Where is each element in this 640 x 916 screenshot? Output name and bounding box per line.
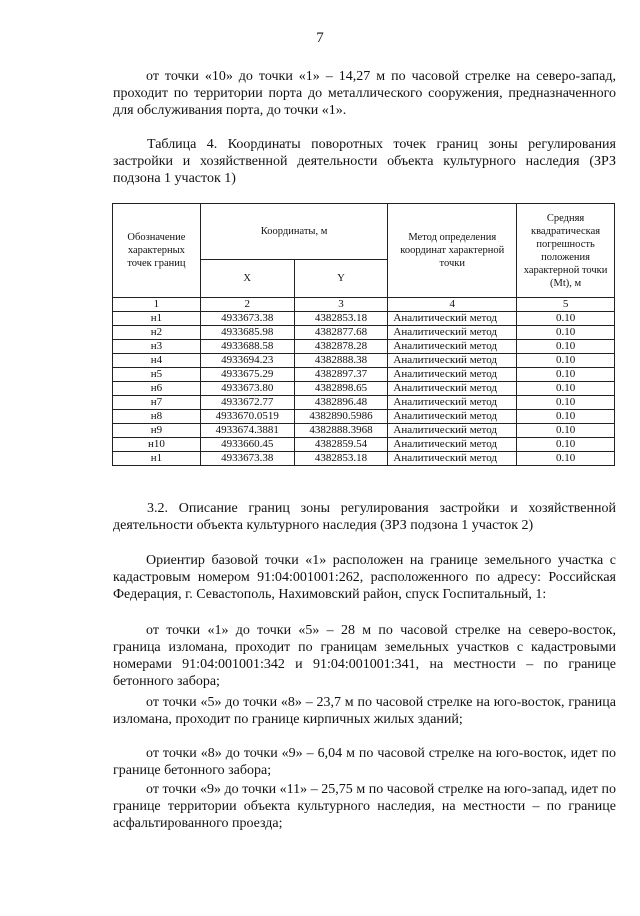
point-cell: н8	[113, 410, 201, 424]
point-cell: н4	[113, 354, 201, 368]
intro-paragraph: от точки «10» до точки «1» – 14,27 м по часовой стрелке на северо-запад, проходит по территории порта до металлического сооружения, предназначенного для обслуживания порта, до точки «1».	[113, 69, 616, 118]
method-cell: Аналитический метод	[388, 326, 517, 340]
table-row	[113, 424, 615, 438]
error-cell: 0.10	[517, 368, 615, 382]
x-cell: 4933688.58	[200, 340, 294, 354]
section-title: 3.2. Описание границ зоны регулирования застройки и хозяйственной деятельности объекта культурного наследия (ЗРЗ подзона 1 участок 2)	[113, 501, 616, 533]
error-cell: 0.10	[517, 354, 615, 368]
paragraph: от точки «9» до точки «11» – 25,75 м по часовой стрелке на юго-запад, идет по границе территории объекта культурного наследия, на местности – по границе асфальтированного проезда;	[113, 782, 616, 831]
header-coords: Координаты, м	[200, 204, 388, 260]
method-cell: Аналитический метод	[388, 340, 517, 354]
table-row	[113, 396, 615, 410]
header-point: Обозначение характерных точек границ	[113, 204, 201, 298]
col-number: 3	[294, 298, 388, 312]
x-cell: 4933673.38	[200, 452, 294, 466]
y-cell: 4382878.28	[294, 340, 388, 354]
method-cell: Аналитический метод	[388, 410, 517, 424]
method-cell: Аналитический метод	[388, 368, 517, 382]
x-cell: 4933694.23	[200, 354, 294, 368]
y-cell: 4382888.38	[294, 354, 388, 368]
table-row	[113, 340, 615, 354]
y-cell: 4382877.68	[294, 326, 388, 340]
paragraph: от точки «1» до точки «5» – 28 м по часовой стрелке на северо-восток, граница изломана, проходит по границам земельных участков с кадастровыми номерами 91:04:001001:342 и 91:04:001001:341, на местности – по границе бетонного забора;	[113, 623, 616, 689]
y-cell: 4382890.5986	[294, 410, 388, 424]
col-number: 4	[388, 298, 517, 312]
error-cell: 0.10	[517, 312, 615, 326]
point-cell: н5	[113, 368, 201, 382]
method-cell: Аналитический метод	[388, 424, 517, 438]
paragraph: Ориентир базовой точки «1» расположен на границе земельного участка с кадастровым номером 91:04:001001:262, расположенного по адресу: Российская Федерация, г. Севастополь, Нахимовский район, спуск Госпитальный, 1:	[113, 553, 616, 602]
table-row	[113, 354, 615, 368]
page-number: 7	[316, 30, 324, 46]
point-cell: н10	[113, 438, 201, 452]
error-cell: 0.10	[517, 438, 615, 452]
point-cell: н2	[113, 326, 201, 340]
x-cell: 4933675.29	[200, 368, 294, 382]
y-cell: 4382853.18	[294, 452, 388, 466]
table-row	[113, 312, 615, 326]
header-error: Средняя квадратическая погрешность положения характерной точки (Mt), м	[517, 204, 615, 298]
x-cell: 4933673.80	[200, 382, 294, 396]
point-cell: н6	[113, 382, 201, 396]
x-cell: 4933670.0519	[200, 410, 294, 424]
method-cell: Аналитический метод	[388, 396, 517, 410]
y-cell: 4382898.65	[294, 382, 388, 396]
col-number: 2	[200, 298, 294, 312]
y-cell: 4382853.18	[294, 312, 388, 326]
error-cell: 0.10	[517, 396, 615, 410]
paragraph: от точки «8» до точки «9» – 6,04 м по часовой стрелке на юго-восток, идет по границе бетонного забора;	[113, 746, 616, 778]
table-caption: Таблица 4. Координаты поворотных точек границ зоны регулирования застройки и хозяйственной деятельности объекта культурного наследия (ЗРЗ подзона 1 участок 1)	[113, 137, 616, 186]
y-cell: 4382888.3968	[294, 424, 388, 438]
x-cell: 4933660.45	[200, 438, 294, 452]
x-cell: 4933672.77	[200, 396, 294, 410]
table-row	[113, 382, 615, 396]
table-row	[113, 438, 615, 452]
method-cell: Аналитический метод	[388, 354, 517, 368]
paragraph: от точки «5» до точки «8» – 23,7 м по часовой стрелке на юго-восток, граница изломана, проходит по границе кирпичных жилых зданий;	[113, 695, 616, 727]
method-cell: Аналитический метод	[388, 452, 517, 466]
point-cell: н1	[113, 452, 201, 466]
x-cell: 4933673.38	[200, 312, 294, 326]
error-cell: 0.10	[517, 326, 615, 340]
col-number: 1	[113, 298, 201, 312]
point-cell: н7	[113, 396, 201, 410]
table-row	[113, 410, 615, 424]
header-y: Y	[294, 260, 388, 298]
error-cell: 0.10	[517, 424, 615, 438]
error-cell: 0.10	[517, 340, 615, 354]
method-cell: Аналитический метод	[388, 438, 517, 452]
error-cell: 0.10	[517, 410, 615, 424]
point-cell: н3	[113, 340, 201, 354]
method-cell: Аналитический метод	[388, 312, 517, 326]
header-x: X	[200, 260, 294, 298]
table-row	[113, 368, 615, 382]
col-number: 5	[517, 298, 615, 312]
point-cell: н1	[113, 312, 201, 326]
x-cell: 4933685.98	[200, 326, 294, 340]
y-cell: 4382897.37	[294, 368, 388, 382]
error-cell: 0.10	[517, 452, 615, 466]
y-cell: 4382896.48	[294, 396, 388, 410]
y-cell: 4382859.54	[294, 438, 388, 452]
point-cell: н9	[113, 424, 201, 438]
table-row	[113, 326, 615, 340]
method-cell: Аналитический метод	[388, 382, 517, 396]
coordinates-table	[112, 203, 615, 466]
table-row	[113, 452, 615, 466]
error-cell: 0.10	[517, 382, 615, 396]
x-cell: 4933674.3881	[200, 424, 294, 438]
header-method: Метод определения координат характерной точки	[388, 204, 517, 298]
